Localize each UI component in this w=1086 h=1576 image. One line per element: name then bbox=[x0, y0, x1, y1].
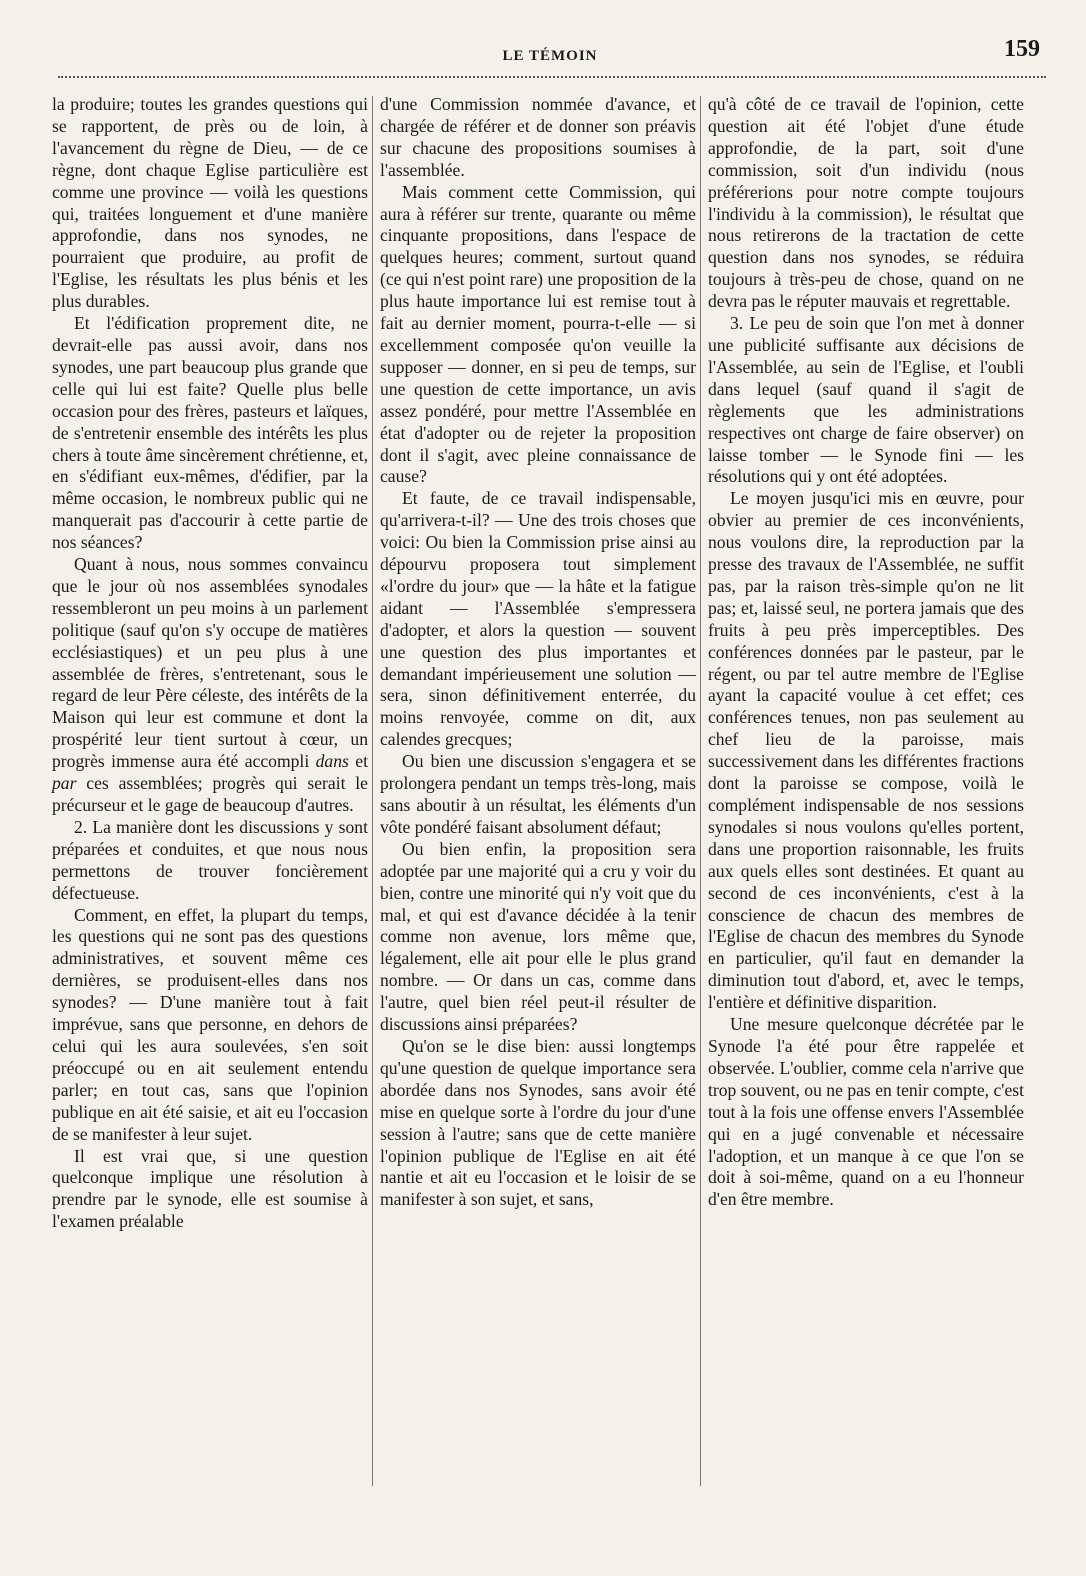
emphasis: par bbox=[52, 773, 77, 794]
paragraph: Le moyen jusqu'ici mis en œuvre, pour obvier au premier de ces inconvénients, nous voulons dire, la reproduction par la presse des travaux de l'Assemblée, ne suffit pas, par la raison très-simple qu'on ne lit pas; et, laissé seul, ne portera jamais que des fruits à peu près imperceptibles. Des conférences données par le pasteur, par le régent, ou par tel autre membre de l'Eglise ayant la capacité voulue à cet effet; ces conférences tenues, non pas seulement au chef lieu de la paroisse, mais successivement dans les différentes fractions dont la paroisse se compose, voilà le complément indispensable de nos sessions synodales si nous voulons qu'elles portent, dans une proportion raisonnable, les fruits aux quels elles sont destinées. Et quant au second de ces inconvénients, c'est à la conscience de chacun des membres de l'Eglise de chacun des membres du Synode en particulier, qu'il faut en demander la diminution tout d'abord, et, avec le temps, l'entière et définitive disparition. bbox=[708, 488, 1024, 1013]
column-separator bbox=[700, 96, 701, 1486]
paragraph: Ou bien enfin, la proposition sera adoptée par une majorité qui a cru y voir du bien, contre une minorité qui n'y voit que du mal, et qui est d'avance décidée à la tenir comme non avenue, lors même que, légalement, elle ait pour elle le plus grand nombre. — Or dans un cas, comme dans l'autre, quel bien réel peut-il résulter de discussions ainsi préparées? bbox=[380, 838, 696, 1035]
page-header bbox=[60, 36, 1040, 76]
paragraph: Ou bien une discussion s'engagera et se prolongera pendant un temps très-long, mais sans aboutir à un résultat, les éléments d'un vôte pondéré faisant absolument défaut; bbox=[380, 751, 696, 837]
paragraph: d'une Commission nommée d'avance, et chargée de référer et de donner son préavis sur chacune des propositions soumises à l'assemblée. bbox=[380, 94, 696, 180]
paragraph: Et l'édification proprement dite, ne devrait-elle pas aussi avoir, dans nos synodes, une part beaucoup plus grande que celle qui lui est faite? Quelle plus belle occasion pour des frères, pasteurs et laïques, de s'entretenir ensemble des intérêts les plus chers à toute âme sincèrement chrétienne, et, en s'édifiant eux-mêmes, d'édifier, par la même occasion, le nombreux public qui ne manquerait pas d'accourir à cette partie de nos séances? bbox=[52, 313, 368, 553]
paragraph: Qu'on se le dise bien: aussi longtemps qu'une question de quelque importance sera abordée dans nos Synodes, sans avoir été mise en quelque sorte à l'ordre du jour d'une session à l'autre; sans que de cette manière l'opinion publique de l'Eglise en ait été nantie et ait eu l'occasion et le loisir de se manifester à son sujet, et sans, bbox=[380, 1035, 696, 1210]
paragraph bbox=[52, 554, 368, 817]
paragraph-text: Quant à nous, nous sommes convaincu que le jour où nos assemblées synodales ressembleront un peu moins à un parlement politique (sauf qu'on s'y occupe de matières ecclésiastiques) et un peu plus à une assemblée de frères, s'entretenant, sous le regard de leur Père céleste, des intérêts de la Maison qui leur est commune et dont la prospérité leur tient surtout à cœur, un progrès immense aura été accompli bbox=[52, 554, 368, 772]
paragraph-text: ces assemblées; progrès qui serait le précurseur et le gage de beaucoup d'autres. bbox=[52, 773, 368, 815]
paragraph: Et faute, de ce travail indispensable, qu'arrivera-t-il? — Une des trois choses que voici: Ou bien la Commission prise ainsi au dépourvu proposera tout simplement «l'ordre du jour» que — la hâte et la fatigue aidant — l'Assemblée s'empressera d'adopter, et alors la question — souvent une question des plus importantes et demandant impérieusement une solution — sera, sinon définitivement enterrée, du moins renvoyée, comme on dit, aux calendes grecques; bbox=[380, 488, 696, 750]
paragraph: 3. Le peu de soin que l'on met à donner une publicité suffisante aux décisions de l'Assemblée, au sein de l'Eglise, et l'oubli dans lequel (sauf quand il s'agit de règlements que les administrations respectives ont charge de faire observer) on laisse tomber — le Synode fini — les résolutions qui y ont été adoptées. bbox=[708, 313, 1024, 487]
paragraph: Une mesure quelconque décrétée par le Synode l'a été pour être rappelée et observée. L'oublier, comme cela n'arrive que trop souvent, ou ne pas en tenir compte, c'est tout à la fois une offense envers l'Assemblée qui en a jugé convenable et nécessaire l'adoption, et un manque à ce que l'on se doit à soi-même, quand on a eu l'honneur d'en être membre. bbox=[708, 1014, 1024, 1210]
column-2 bbox=[380, 94, 696, 1211]
paragraph: Il est vrai que, si une question quelconque implique une résolution à prendre par le synode, elle est soumise à l'examen préalable bbox=[52, 1145, 368, 1232]
column-separator bbox=[372, 96, 373, 1486]
paragraph: Mais comment cette Commission, qui aura à référer sur trente, quarante ou même cinquante propositions, dans l'espace de quelques heures; comment, surtout quand (ce qui n'est point rare) une proposition de la plus haute importance lui est remise tout à fait au dernier moment, pourra-t-elle — si excellemment composée qu'on veuille la supposer — donner, en si peu de temps, sur une question de cette importance, un avis assez pondéré, pour mettre l'Assemblée en état d'adopter ou de rejeter la proposition dont il s'agit, avec pleine connaissance de cause? bbox=[380, 181, 696, 487]
running-title: LE TÉMOIN bbox=[502, 48, 598, 64]
emphasis: dans bbox=[315, 751, 349, 772]
paragraph: Comment, en effet, la plupart du temps, les questions qui ne sont pas des questions administratives, et souvent même ces dernières, se produisent-elles dans nos synodes? — D'une manière tout à fait imprévue, sans que personne, en dehors de celui qui les aura soulevées, s'en soit préoccupé ou en ait seulement entendu parler; en tout cas, sans que l'opinion publique en ait été saisie, et ait eu l'occasion de se manifester à leur sujet. bbox=[52, 904, 368, 1144]
paragraph: qu'à côté de ce travail de l'opinion, cette question ait été l'objet d'une étude approfondie, de la part, soit d'une commission, soit d'un individu (nous préférerions pour notre compte toujours l'individu à la commission), le résultat que nous retirerons de la tractation de cette question dans nos synodes, se réduira toujours à très-peu de chose, quand on ne devra pas le réputer mauvais et regrettable. bbox=[708, 94, 1024, 312]
paragraph: 2. La manière dont les discussions y sont préparées et conduites, et que nous nous permettons de trouver foncièrement défectueuse. bbox=[52, 816, 368, 903]
paragraph-text: et bbox=[355, 751, 368, 772]
column-1 bbox=[52, 94, 368, 1233]
page-number: 159 bbox=[1004, 36, 1040, 62]
paragraph: la produire; toutes les grandes questions qui se rapportent, de près ou de loin, à l'avancement du règne de Dieu, — de ce règne, dont chaque Eglise particulière est comme une province — voilà les questions qui, traitées longuement et d'une manière approfondie, dans nos synodes, ne pourraient que produire, au profit de l'Eglise, les résultats les plus bénis et les plus durables. bbox=[52, 94, 368, 312]
column-3 bbox=[708, 94, 1024, 1211]
header-rule bbox=[58, 76, 1046, 78]
